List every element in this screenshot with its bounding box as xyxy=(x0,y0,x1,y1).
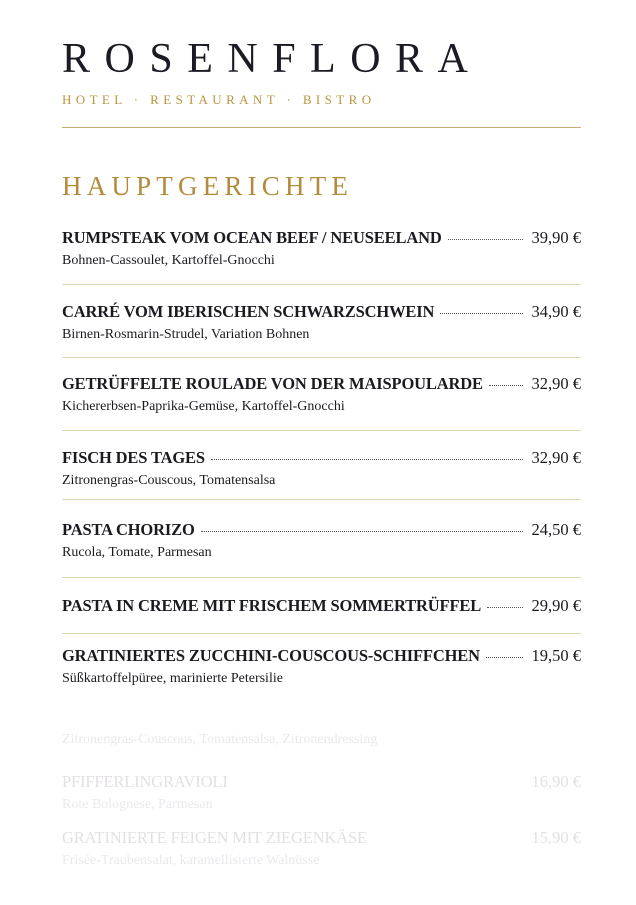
dish-price: 32,90 € xyxy=(531,374,581,393)
dot-leader xyxy=(487,607,522,608)
dish-description: Kichererbsen-Paprika-Gemüse, Kartoffel-Gnocchi xyxy=(62,399,345,414)
section-title: HAUPTGERICHTE xyxy=(62,171,354,201)
menu-item xyxy=(62,302,581,343)
dish-description: Birnen-Rosmarin-Strudel, Variation Bohnen xyxy=(62,327,310,342)
dish-price: 34,90 € xyxy=(531,302,581,321)
dot-leader xyxy=(201,531,523,532)
dish-name: RUMPSTEAK VOM OCEAN BEEF / NEUSEELAND xyxy=(62,228,442,247)
menu-item xyxy=(62,374,581,415)
dish-name: GETRÜFFELTE ROULADE VON DER MAISPOULARDE xyxy=(62,374,483,393)
item-divider xyxy=(62,284,581,285)
menu-item xyxy=(62,520,581,561)
dish-name: PASTA IN CREME MIT FRISCHEM SOMMERTRÜFFEL xyxy=(62,596,482,615)
dish-price: 24,50 € xyxy=(531,520,581,539)
dish-description: Zitronengras-Couscous, Tomatensalsa xyxy=(62,473,276,488)
dish-name: PFIFFERLINGRAVIOLI xyxy=(62,772,228,791)
dish-price: 32,90 € xyxy=(531,448,581,467)
dot-leader xyxy=(448,239,523,240)
dish-description: Zitronengras-Couscous, Tomatensalsa, Zitronendressing xyxy=(62,732,378,747)
faded-menu-item xyxy=(62,828,581,869)
menu-item xyxy=(62,646,581,687)
menu-item xyxy=(62,596,581,616)
menu-item xyxy=(62,448,581,489)
dot-leader xyxy=(440,313,522,314)
item-divider xyxy=(62,577,581,578)
brand-logo: ROSENFLORA xyxy=(62,36,483,82)
dish-name: PASTA CHORIZO xyxy=(62,520,195,539)
header-divider xyxy=(62,127,581,128)
dot-leader xyxy=(489,385,523,386)
item-divider xyxy=(62,357,581,358)
item-divider xyxy=(62,499,581,500)
item-divider xyxy=(62,430,581,431)
menu-item xyxy=(62,228,581,269)
item-divider xyxy=(62,633,581,634)
dish-description: Bohnen-Cassoulet, Kartoffel-Gnocchi xyxy=(62,253,275,268)
dot-leader xyxy=(211,459,523,460)
dish-description: Frisée-Traubensalat, karamellisierte Walnüsse xyxy=(62,853,320,868)
dish-name: CARRÉ VOM IBERISCHEN SCHWARZSCHWEIN xyxy=(62,302,435,321)
dish-name: GRATINIERTES ZUCCHINI-COUSCOUS-SCHIFFCHEN xyxy=(62,646,480,665)
dish-price: 15,90 € xyxy=(531,828,581,847)
brand-tagline: HOTEL · RESTAURANT · BISTRO xyxy=(62,92,376,107)
dish-description: Rucola, Tomate, Parmesan xyxy=(62,545,212,560)
dish-price: 29,90 € xyxy=(531,596,581,615)
faded-menu-item xyxy=(62,772,581,813)
dish-price: 16,90 € xyxy=(531,772,581,791)
dish-price: 39,90 € xyxy=(531,228,581,247)
dish-name: GRATINIERTE FEIGEN MIT ZIEGENKÄSE xyxy=(62,828,367,847)
dish-description: Rote Bolognese, Parmesan xyxy=(62,797,213,812)
faded-menu-item xyxy=(62,710,581,748)
dish-name: FISCH DES TAGES xyxy=(62,448,205,467)
dish-description: Süßkartoffelpüree, marinierte Petersilie xyxy=(62,671,283,686)
dot-leader xyxy=(486,657,523,658)
dish-price: 19,50 € xyxy=(531,646,581,665)
